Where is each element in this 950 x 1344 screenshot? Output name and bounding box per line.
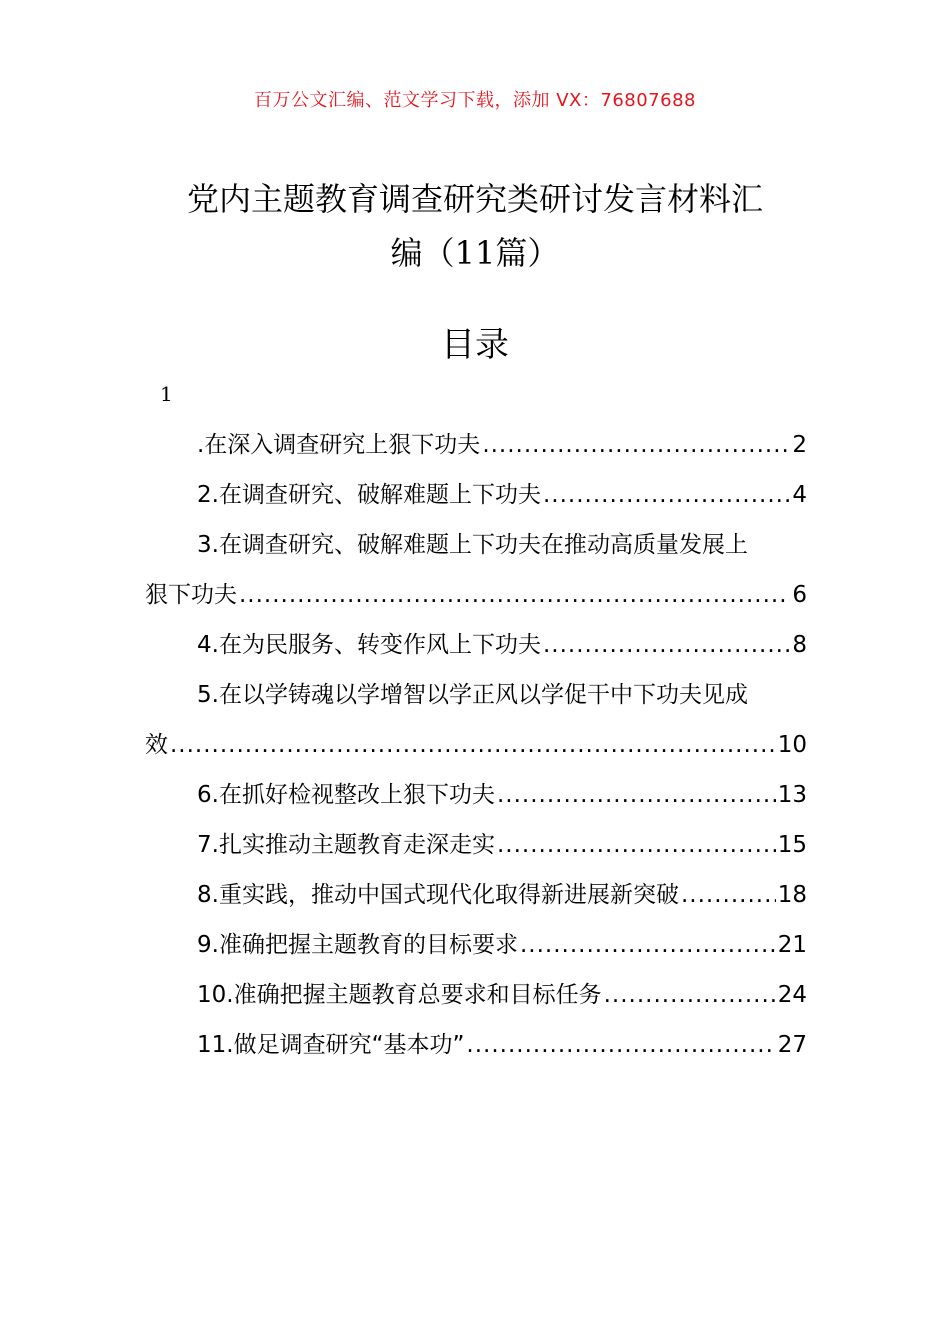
toc-leader-dots (681, 870, 776, 920)
toc-entry-label: 7.扎实推动主题教育走深走实 (197, 832, 495, 858)
toc-leader-dots (466, 1020, 775, 1070)
toc-leader-dots (520, 920, 776, 970)
toc-entry-page: 18 (777, 882, 807, 908)
toc-entry[interactable] (145, 620, 807, 670)
toc-leader-dots (482, 420, 790, 470)
toc-entry[interactable] (145, 420, 807, 470)
toc-entry-page: 27 (777, 1032, 807, 1058)
toc-entry-page: 13 (777, 782, 807, 808)
table-of-contents (145, 420, 807, 1070)
toc-entry-page: 10 (777, 732, 807, 758)
toc-entry-continuation[interactable] (145, 570, 807, 620)
toc-entry-label-continued: 狠下功夫 (145, 582, 237, 608)
toc-leader-dots (497, 820, 776, 870)
toc-entry-label: 8.重实践，推动中国式现代化取得新进展新突破 (197, 882, 679, 908)
toc-entry-label: 9.准确把握主题教育的目标要求 (197, 932, 518, 958)
toc-entry-label: 10.准确把握主题教育总要求和目标任务 (197, 982, 602, 1008)
toc-leader-dots (604, 970, 776, 1020)
toc-entry-label-continued: 效 (145, 732, 168, 758)
toc-entry-first-line[interactable] (145, 670, 807, 720)
toc-entry-label: 4.在为民服务、转变作风上下功夫 (197, 632, 541, 658)
toc-entry-page: 21 (777, 932, 807, 958)
document-title (120, 172, 830, 280)
list-number: 1 (160, 382, 173, 406)
toc-entry-page: 6 (792, 582, 807, 608)
toc-leader-dots (543, 620, 790, 670)
toc-leader-dots (239, 570, 790, 620)
toc-entry-page: 4 (792, 482, 807, 508)
title-count: 11 (454, 234, 496, 272)
toc-entry-label: 11.做足调查研究“基本功” (197, 1032, 465, 1058)
toc-entry-page: 2 (792, 432, 807, 458)
toc-entry[interactable] (145, 470, 807, 520)
toc-leader-dots (543, 470, 790, 520)
toc-entry-continuation[interactable] (145, 720, 807, 770)
toc-entry[interactable] (145, 870, 807, 920)
toc-entry[interactable] (145, 770, 807, 820)
toc-entry-label: .在深入调查研究上狠下功夫 (197, 432, 481, 458)
toc-entry-page: 15 (777, 832, 807, 858)
toc-entry[interactable] (145, 920, 807, 970)
title-line-1: 党内主题教育调查研究类研讨发言材料汇 (186, 180, 763, 218)
title-line-2-prefix: 编（ (390, 234, 455, 272)
toc-heading: 目录 (441, 325, 509, 365)
title-line-2-suffix: 篇） (495, 234, 560, 272)
toc-leader-dots (497, 770, 776, 820)
toc-entry-label: 2.在调查研究、破解难题上下功夫 (197, 482, 541, 508)
toc-entry[interactable] (145, 1020, 807, 1070)
toc-entry-label: 3.在调查研究、破解难题上下功夫在推动高质量发展上 (197, 532, 748, 558)
toc-leader-dots (170, 720, 776, 770)
toc-entry-label: 6.在抓好检视整改上狠下功夫 (197, 782, 495, 808)
toc-entry-first-line[interactable] (145, 520, 807, 570)
toc-entry-label: 5.在以学铸魂以学增智以学正风以学促干中下功夫见成 (197, 682, 748, 708)
toc-entry-page: 8 (792, 632, 807, 658)
toc-entry[interactable] (145, 820, 807, 870)
watermark-text: 百万公文汇编、范文学习下载，添加 VX：76807688 (254, 90, 696, 111)
title-line-2 (120, 226, 830, 280)
toc-entry[interactable] (145, 970, 807, 1020)
toc-entry-page: 24 (777, 982, 807, 1008)
